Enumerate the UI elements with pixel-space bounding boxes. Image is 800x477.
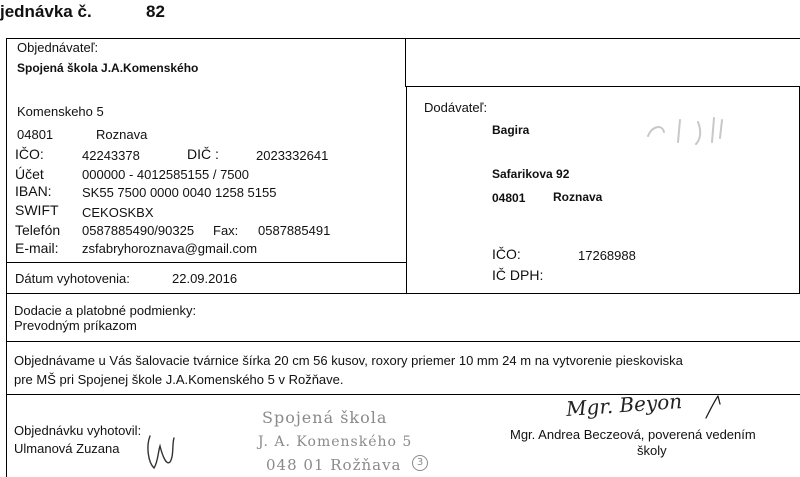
buyer-ico-label: IČO: bbox=[15, 146, 44, 162]
supplier-left-line bbox=[406, 86, 407, 294]
supplier-city: Roznava bbox=[553, 190, 603, 204]
buyer-email-label: E-mail: bbox=[15, 240, 59, 256]
buyer-swift: CEKOSKBX bbox=[82, 205, 154, 220]
supplier-street: Safarikova 92 bbox=[492, 167, 570, 181]
buyer-iban: SK55 7500 0000 0040 1258 5155 bbox=[82, 185, 277, 200]
buyer-account: 000000 - 4012585155 / 7500 bbox=[82, 167, 249, 182]
buyer-fax: 0587885491 bbox=[258, 223, 331, 238]
issued-by-name: Ulmanová Zuzana bbox=[14, 441, 120, 456]
buyer-swift-label: SWIFT bbox=[15, 202, 59, 218]
order-text-line-1: Objednávame u Vás šalovacie tvárnice šírka 20 cm 56 kusov, roxory priemer 10 mm 24 m na vytvorenie pieskoviska bbox=[14, 353, 683, 368]
supplier-name: Bagira bbox=[492, 123, 530, 137]
buyer-dic-label: DIČ : bbox=[187, 146, 219, 162]
approver-signature: Mgr. Beyon bbox=[565, 388, 683, 422]
order-title: jednávka č. bbox=[0, 2, 92, 21]
supplier-icdph-label: IČ DPH: bbox=[492, 267, 544, 283]
order-text-line-2: pre MŠ pri Spojenej škole J.A.Komenského 5 v Rožňave. bbox=[14, 372, 344, 387]
buyer-dic: 2023332641 bbox=[256, 148, 329, 163]
terms-label: Dodacie a platobné podmienky: bbox=[14, 303, 197, 318]
terms-value: Prevodným príkazom bbox=[14, 318, 137, 333]
order-number: 82 bbox=[146, 2, 165, 21]
stamp-badge-number: 3 bbox=[416, 457, 424, 468]
supplier-ico-label: IČO: bbox=[492, 246, 521, 262]
buyer-iban-label: IBAN: bbox=[15, 183, 52, 199]
buyer-email: zsfabryhoroznava@gmail.com bbox=[82, 241, 258, 256]
supplier-ico: 17268988 bbox=[578, 248, 636, 263]
approver-line-1: Mgr. Andrea Beczeová, poverená vedením bbox=[510, 427, 756, 442]
stamp-number-badge bbox=[412, 455, 428, 471]
buyer-zip: 04801 bbox=[17, 127, 54, 142]
issuer-signature bbox=[144, 432, 178, 472]
supplier-bottom-line bbox=[406, 293, 800, 294]
buyer-city: Roznava bbox=[96, 127, 148, 142]
outer-left-line bbox=[6, 38, 7, 477]
supplier-label: Dodávateľ: bbox=[424, 100, 488, 115]
approver-line-2: školy bbox=[637, 443, 667, 458]
order-text-top-line bbox=[6, 341, 800, 342]
supplier-top-line bbox=[406, 86, 800, 87]
stamp-line-2: J. A. Komenského 5 bbox=[258, 434, 413, 450]
buyer-name: Spojená škola J.A.Komenského bbox=[17, 61, 199, 75]
date-value: 22.09.2016 bbox=[172, 271, 238, 286]
supplier-handwriting-mark bbox=[640, 112, 740, 152]
buyer-street: Komenskeho 5 bbox=[17, 104, 104, 119]
date-top-line bbox=[6, 262, 406, 263]
buyer-right-line bbox=[405, 38, 406, 87]
buyer-phone: 0587885490/90325 bbox=[82, 223, 195, 238]
issued-by-label: Objednávku vyhotovil: bbox=[14, 423, 142, 438]
stamp-line-1: Spojená škola bbox=[262, 408, 388, 427]
buyer-ico: 42243378 bbox=[82, 148, 140, 163]
buyer-account-label: Účet bbox=[15, 166, 44, 182]
supplier-zip: 04801 bbox=[492, 191, 526, 205]
buyer-label: Objednávateľ: bbox=[17, 40, 99, 55]
buyer-fax-label: Fax: bbox=[213, 223, 239, 238]
buyer-phone-label: Telefón bbox=[15, 222, 61, 238]
approver-signature-flourish bbox=[700, 392, 730, 422]
terms-top-line bbox=[6, 293, 406, 294]
date-label: Dátum vyhotovenia: bbox=[15, 271, 130, 286]
outer-top-line bbox=[6, 38, 800, 39]
stamp-line-3: 048 01 Rožňava bbox=[266, 456, 402, 474]
